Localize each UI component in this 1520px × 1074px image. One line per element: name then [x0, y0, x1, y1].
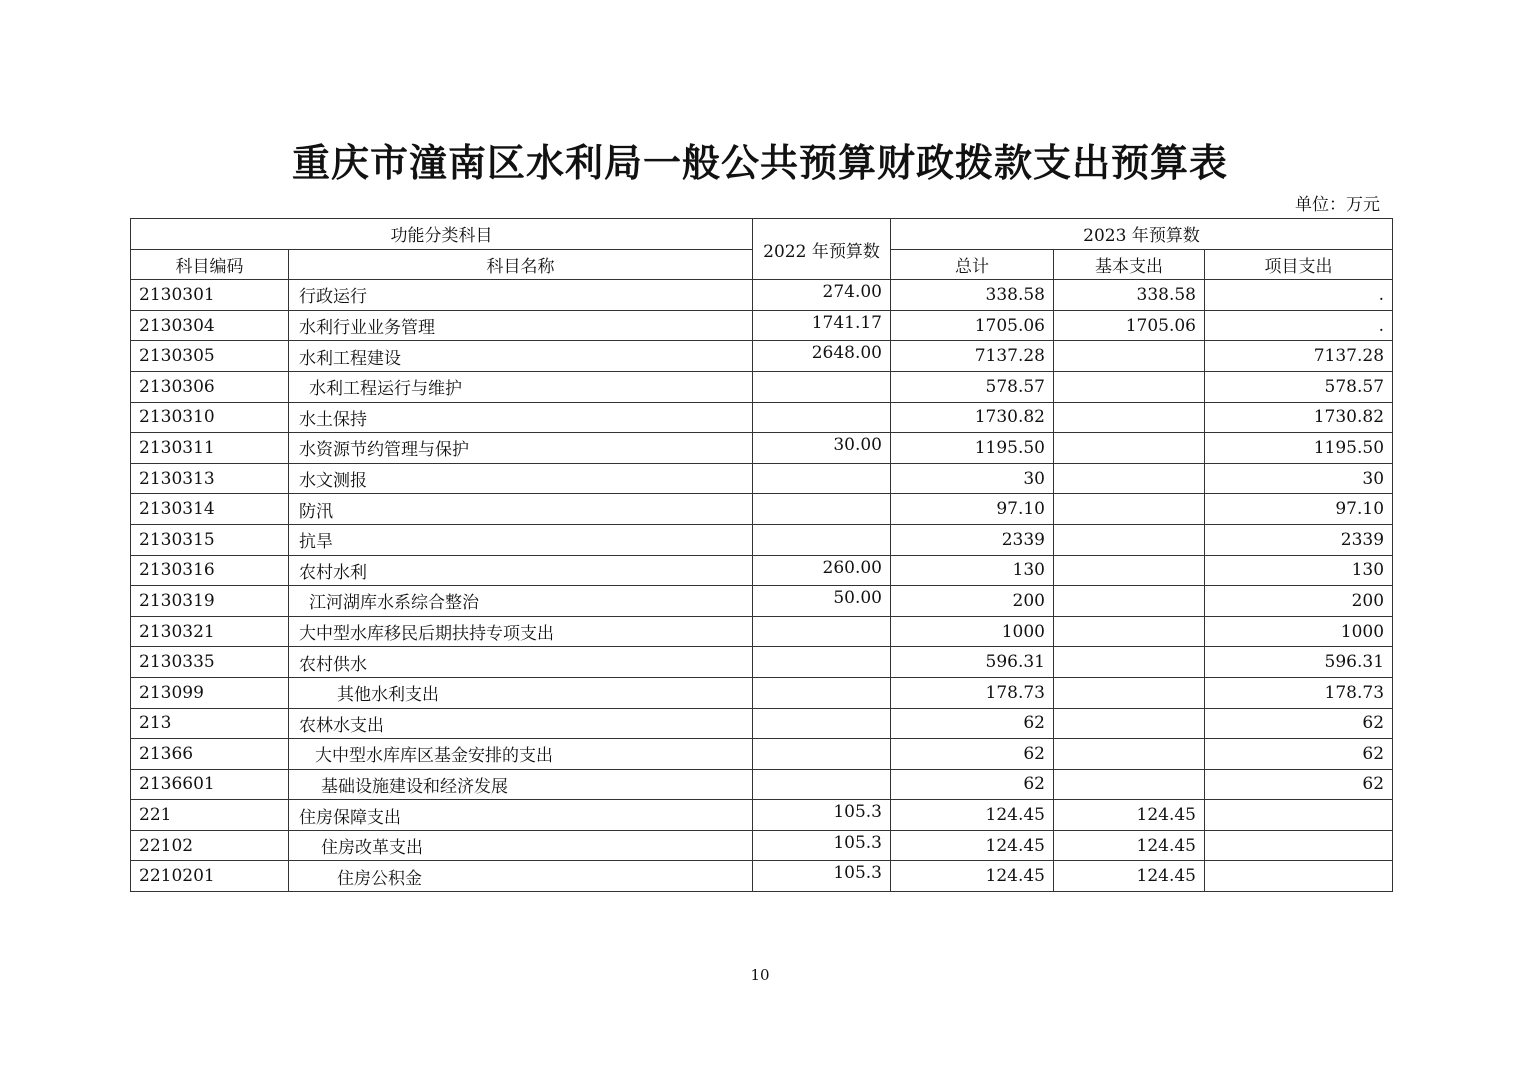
cell-2022-budget: [753, 769, 891, 800]
cell-code: 2130335: [131, 647, 289, 678]
cell-project: 7137.28: [1205, 341, 1393, 372]
page-number: 10: [750, 966, 770, 984]
cell-project: 62: [1205, 708, 1393, 739]
cell-name: 水利工程运行与维护: [289, 371, 753, 402]
cell-basic: 1705.06: [1054, 310, 1205, 341]
cell-2022-budget: [753, 616, 891, 647]
cell-basic: [1054, 341, 1205, 372]
cell-project: 97.10: [1205, 494, 1393, 525]
cell-name: 行政运行: [289, 280, 753, 311]
cell-basic: [1054, 616, 1205, 647]
cell-code: 2130310: [131, 402, 289, 433]
cell-project: 596.31: [1205, 647, 1393, 678]
cell-2022-budget: [753, 708, 891, 739]
table-row: [131, 341, 1393, 372]
cell-total: 1705.06: [891, 310, 1054, 341]
cell-code: 2130314: [131, 494, 289, 525]
cell-basic: [1054, 769, 1205, 800]
cell-code: 2130304: [131, 310, 289, 341]
table-row: [131, 371, 1393, 402]
cell-project: .: [1205, 280, 1393, 311]
cell-basic: [1054, 494, 1205, 525]
cell-code: 2130306: [131, 371, 289, 402]
cell-basic: [1054, 586, 1205, 617]
cell-name: 水土保持: [289, 402, 753, 433]
cell-total: 338.58: [891, 280, 1054, 311]
table-row: [131, 616, 1393, 647]
table-row: [131, 830, 1393, 861]
cell-name: 基础设施建设和经济发展: [289, 769, 753, 800]
cell-basic: 124.45: [1054, 830, 1205, 861]
cell-project: 578.57: [1205, 371, 1393, 402]
cell-total: 1000: [891, 616, 1054, 647]
cell-basic: [1054, 402, 1205, 433]
cell-name: 抗旱: [289, 524, 753, 555]
cell-2022-budget: 1741.17: [753, 310, 891, 341]
table-row: [131, 677, 1393, 708]
table-row: [131, 494, 1393, 525]
cell-total: 596.31: [891, 647, 1054, 678]
cell-basic: [1054, 463, 1205, 494]
cell-2022-budget: 274.00: [753, 280, 891, 311]
cell-2022-budget: 105.3: [753, 800, 891, 831]
cell-project: 178.73: [1205, 677, 1393, 708]
cell-2022-budget: 105.3: [753, 861, 891, 892]
cell-name: 大中型水库移民后期扶持专项支出: [289, 616, 753, 647]
cell-project: 30: [1205, 463, 1393, 494]
table-row: [131, 310, 1393, 341]
header-total: 总计: [891, 249, 1054, 280]
cell-project: [1205, 861, 1393, 892]
table-row: [131, 586, 1393, 617]
cell-2022-budget: 50.00: [753, 586, 891, 617]
cell-2022-budget: [753, 677, 891, 708]
table-row: [131, 800, 1393, 831]
cell-name: 住房公积金: [289, 861, 753, 892]
cell-2022-budget: [753, 524, 891, 555]
table-row: [131, 708, 1393, 739]
cell-total: 2339: [891, 524, 1054, 555]
cell-basic: [1054, 677, 1205, 708]
cell-name: 农林水支出: [289, 708, 753, 739]
unit-label: 单位：万元: [1295, 195, 1380, 215]
cell-name: 住房保障支出: [289, 800, 753, 831]
cell-2022-budget: [753, 739, 891, 770]
table-row: [131, 402, 1393, 433]
header-2022-budget: 2022 年预算数: [753, 219, 891, 280]
cell-2022-budget: 2648.00: [753, 341, 891, 372]
cell-code: 21366: [131, 739, 289, 770]
cell-total: 30: [891, 463, 1054, 494]
cell-total: 62: [891, 739, 1054, 770]
header-basic: 基本支出: [1054, 249, 1205, 280]
table-body: [131, 280, 1393, 892]
cell-basic: [1054, 708, 1205, 739]
cell-total: 1195.50: [891, 433, 1054, 464]
table-row: [131, 861, 1393, 892]
cell-project: 1730.82: [1205, 402, 1393, 433]
cell-basic: [1054, 647, 1205, 678]
cell-name: 水利行业业务管理: [289, 310, 753, 341]
cell-name: 其他水利支出: [289, 677, 753, 708]
header-name: 科目名称: [289, 249, 753, 280]
cell-project: 200: [1205, 586, 1393, 617]
cell-total: 124.45: [891, 830, 1054, 861]
cell-project: .: [1205, 310, 1393, 341]
cell-basic: [1054, 524, 1205, 555]
table-row: [131, 647, 1393, 678]
cell-code: 213: [131, 708, 289, 739]
header-code: 科目编码: [131, 249, 289, 280]
cell-project: [1205, 830, 1393, 861]
cell-project: [1205, 800, 1393, 831]
cell-basic: [1054, 555, 1205, 586]
cell-total: 124.45: [891, 800, 1054, 831]
cell-project: 1195.50: [1205, 433, 1393, 464]
cell-code: 2130315: [131, 524, 289, 555]
cell-code: 2130301: [131, 280, 289, 311]
budget-table: [130, 218, 1393, 892]
page-title: 重庆市潼南区水利局一般公共预算财政拨款支出预算表: [291, 141, 1228, 185]
cell-2022-budget: 30.00: [753, 433, 891, 464]
cell-2022-budget: 105.3: [753, 830, 891, 861]
cell-project: 1000: [1205, 616, 1393, 647]
header-2023-budget: 2023 年预算数: [891, 219, 1393, 250]
cell-name: 水资源节约管理与保护: [289, 433, 753, 464]
cell-code: 2130311: [131, 433, 289, 464]
cell-name: 农村水利: [289, 555, 753, 586]
cell-total: 97.10: [891, 494, 1054, 525]
cell-total: 578.57: [891, 371, 1054, 402]
cell-total: 1730.82: [891, 402, 1054, 433]
cell-total: 7137.28: [891, 341, 1054, 372]
cell-project: 130: [1205, 555, 1393, 586]
cell-project: 62: [1205, 739, 1393, 770]
table-row: [131, 769, 1393, 800]
cell-code: 2130305: [131, 341, 289, 372]
table-row: [131, 463, 1393, 494]
cell-total: 124.45: [891, 861, 1054, 892]
cell-name: 防汛: [289, 494, 753, 525]
cell-code: 2130316: [131, 555, 289, 586]
cell-code: 22102: [131, 830, 289, 861]
cell-basic: [1054, 371, 1205, 402]
cell-2022-budget: [753, 402, 891, 433]
cell-name: 大中型水库库区基金安排的支出: [289, 739, 753, 770]
cell-name: 农村供水: [289, 647, 753, 678]
cell-2022-budget: 260.00: [753, 555, 891, 586]
cell-code: 2136601: [131, 769, 289, 800]
table-row: [131, 524, 1393, 555]
table-row: [131, 555, 1393, 586]
cell-name: 住房改革支出: [289, 830, 753, 861]
cell-total: 178.73: [891, 677, 1054, 708]
cell-total: 62: [891, 769, 1054, 800]
cell-name: 江河湖库水系综合整治: [289, 586, 753, 617]
cell-basic: [1054, 739, 1205, 770]
cell-code: 213099: [131, 677, 289, 708]
cell-code: 2210201: [131, 861, 289, 892]
cell-total: 130: [891, 555, 1054, 586]
header-project: 项目支出: [1205, 249, 1393, 280]
cell-name: 水文测报: [289, 463, 753, 494]
cell-basic: 338.58: [1054, 280, 1205, 311]
cell-total: 62: [891, 708, 1054, 739]
cell-basic: 124.45: [1054, 861, 1205, 892]
table-row: [131, 433, 1393, 464]
cell-project: 2339: [1205, 524, 1393, 555]
cell-basic: 124.45: [1054, 800, 1205, 831]
table-row: [131, 280, 1393, 311]
cell-code: 2130319: [131, 586, 289, 617]
cell-2022-budget: [753, 494, 891, 525]
cell-name: 水利工程建设: [289, 341, 753, 372]
cell-2022-budget: [753, 647, 891, 678]
table-row: [131, 739, 1393, 770]
cell-2022-budget: [753, 463, 891, 494]
cell-code: 2130313: [131, 463, 289, 494]
cell-2022-budget: [753, 371, 891, 402]
cell-basic: [1054, 433, 1205, 464]
cell-total: 200: [891, 586, 1054, 617]
cell-project: 62: [1205, 769, 1393, 800]
header-function-category: 功能分类科目: [131, 219, 753, 250]
cell-code: 2130321: [131, 616, 289, 647]
cell-code: 221: [131, 800, 289, 831]
